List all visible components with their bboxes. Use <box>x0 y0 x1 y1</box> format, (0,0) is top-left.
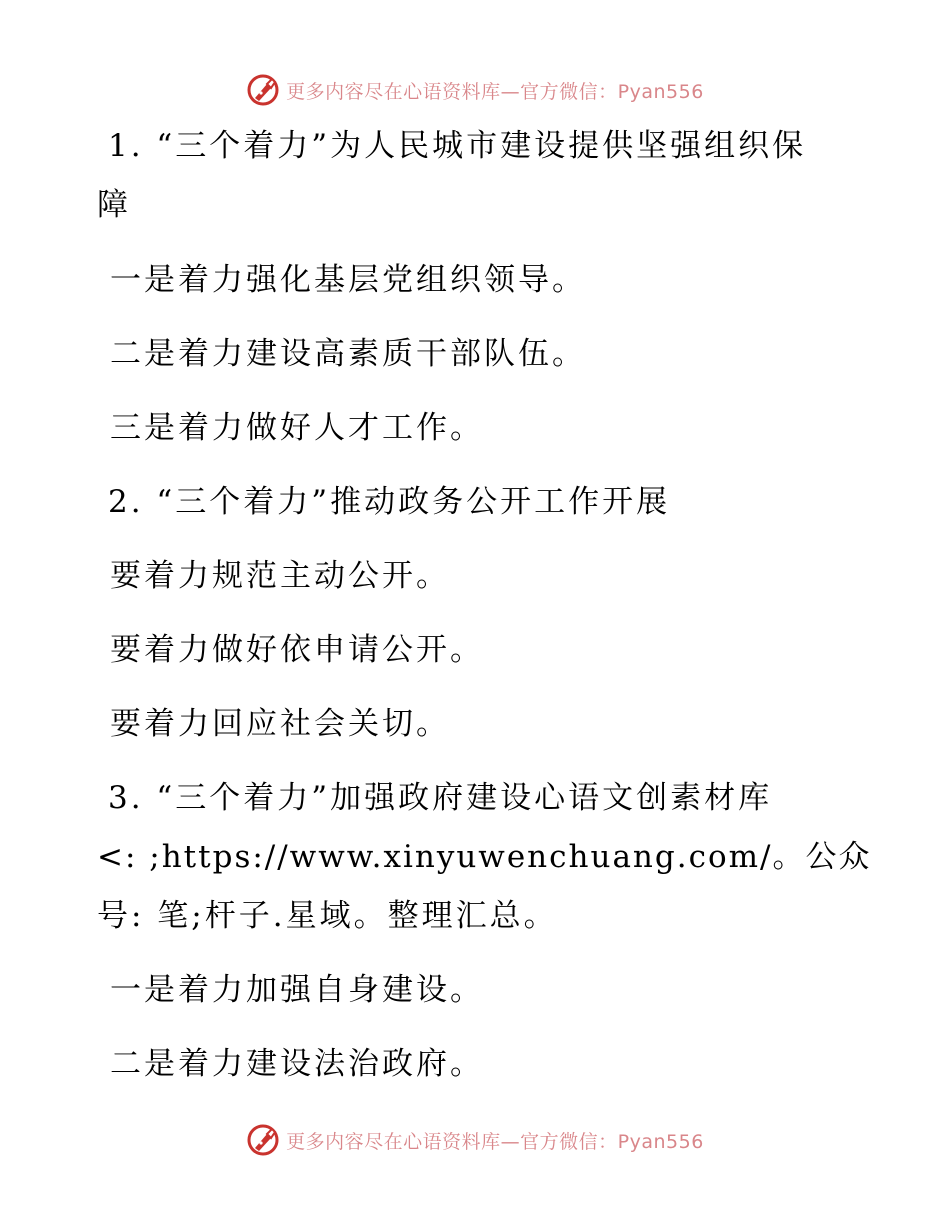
section-3-item-2: 二是着力建设法治政府。 <box>110 1046 484 1082</box>
footer-banner <box>0 1120 950 1160</box>
section-2-item-2: 要着力做好依申请公开。 <box>110 632 484 668</box>
footer-banner-text: 更多内容尽在心语资料库—官方微信：Pyan556 <box>286 1130 704 1153</box>
heading-3-line-3: 号: 笔;杆子.星域。整理汇总。 <box>97 898 558 934</box>
section-2-item-1: 要着力规范主动公开。 <box>110 558 450 594</box>
heading-2: 2. “三个着力”推动政务公开工作开展 <box>108 484 671 520</box>
header-banner-text: 更多内容尽在心语资料库—官方微信：Pyan556 <box>286 80 704 103</box>
heading-3-line-2: <: ;https://www.xinyuwenchuang.com/。公众 <box>97 839 872 875</box>
section-1-item-1: 一是着力强化基层党组织领导。 <box>110 262 586 298</box>
heading-1-line-1: 1. “三个着力”为人民城市建设提供坚强组织保 <box>108 128 807 164</box>
section-2-item-3: 要着力回应社会关切。 <box>110 706 450 742</box>
heading-1-line-2: 障 <box>97 187 131 223</box>
section-1-item-3: 三是着力做好人才工作。 <box>110 410 484 446</box>
heading-3-line-1: 3. “三个着力”加强政府建设心语文创素材库 <box>108 780 773 816</box>
section-1-item-2: 二是着力建设高素质干部队伍。 <box>110 336 586 372</box>
section-3-item-1: 一是着力加强自身建设。 <box>110 972 484 1008</box>
pen-nib-logo-icon <box>246 1123 280 1157</box>
